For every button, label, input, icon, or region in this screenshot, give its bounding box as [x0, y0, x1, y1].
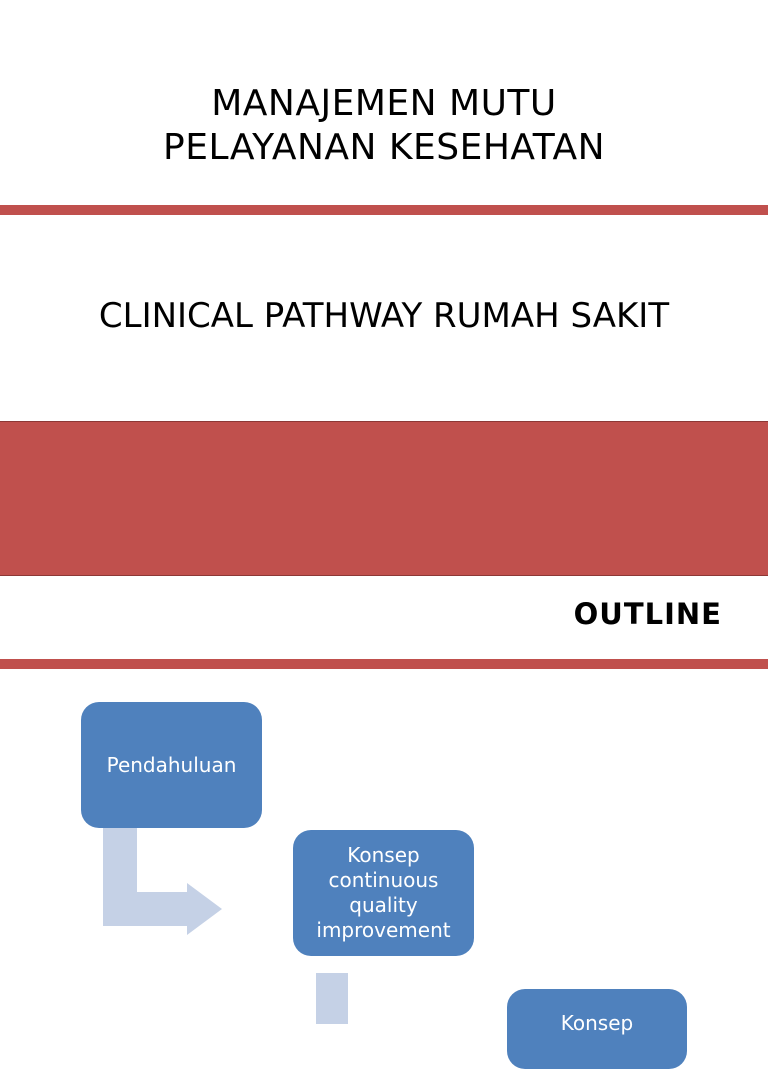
- step-pendahuluan-label: Pendahuluan: [106, 752, 237, 777]
- step-konsep-cqi-label: Konsep continuous quality improvement: [316, 843, 451, 942]
- arrow-step1-to-step2: [103, 827, 222, 935]
- slide-subtitle: CLINICAL PATHWAY RUMAH SAKIT: [98, 296, 670, 336]
- step-konsep-cqi[interactable]: [293, 830, 474, 956]
- slide-title: MANAJEMEN MUTU PELAYANAN KESEHATAN: [162, 83, 606, 168]
- outline-heading: OUTLINE: [573, 597, 722, 631]
- step-konsep-label: Konsep: [560, 1011, 634, 1035]
- step-pendahuluan[interactable]: [81, 702, 262, 828]
- step-konsep[interactable]: [507, 989, 687, 1069]
- arrow-step2-to-step3: [316, 973, 348, 1024]
